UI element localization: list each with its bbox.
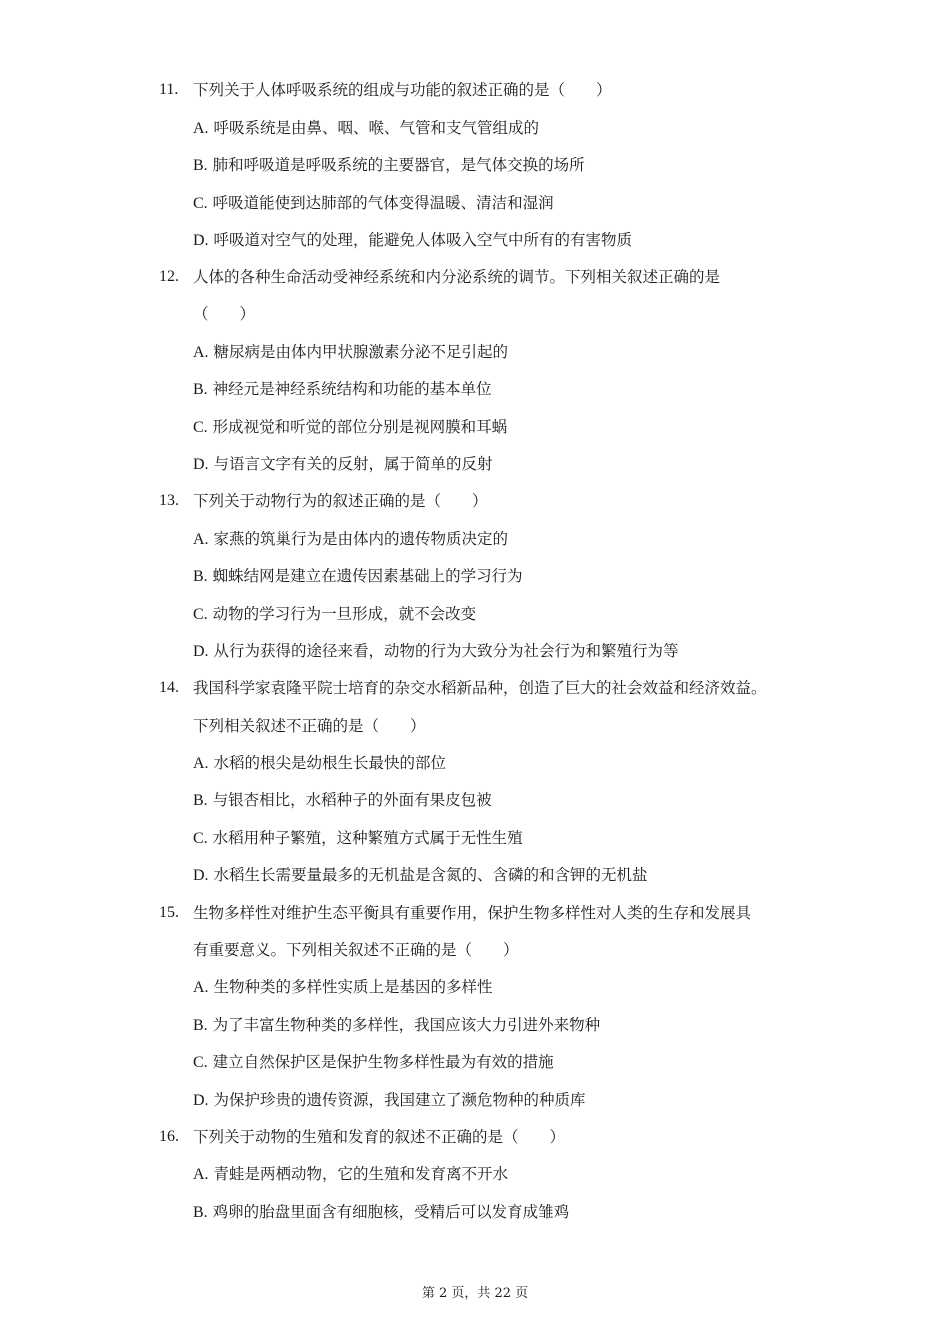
- option-letter: A.: [193, 1166, 209, 1183]
- page-footer: 第 2 页，共 22 页: [421, 1286, 529, 1301]
- option-letter: D.: [193, 232, 209, 249]
- option-text: 建立自然保护区是保护生物多样性最为有效的措施: [212, 1053, 554, 1071]
- option-d: [193, 454, 493, 475]
- option-text: 水稻用种子繁殖，这种繁殖方式属于无性生殖: [212, 829, 523, 847]
- option-c: [193, 604, 476, 625]
- option-b: [193, 379, 492, 400]
- option-text: 与语言文字有关的反射，属于简单的反射: [213, 455, 493, 473]
- question-stem-continuation: （ ）: [193, 305, 256, 323]
- question-stem: 人体的各种生命活动受神经系统和内分泌系统的调节。下列相关叙述正确的是: [193, 268, 721, 286]
- option-letter: B.: [193, 1204, 208, 1221]
- question-stem-continuation: 有重要意义。下列相关叙述不正确的是（ ）: [193, 941, 519, 959]
- option-letter: C.: [193, 195, 208, 212]
- option-text: 呼吸道对空气的处理，能避免人体吸入空气中所有的有害物质: [213, 231, 633, 249]
- option-a: [193, 529, 508, 550]
- option-d: [193, 1090, 586, 1111]
- option-text: 水稻的根尖是幼根生长最快的部位: [213, 754, 447, 772]
- question-number: 15.: [159, 904, 179, 921]
- option-text: 水稻生长需要量最多的无机盐是含氮的、含磷的和含钾的无机盐: [213, 866, 648, 884]
- question-number: 13.: [159, 492, 179, 509]
- option-letter: A.: [193, 120, 209, 137]
- option-c: [193, 417, 507, 438]
- question-number: 12.: [159, 268, 179, 285]
- option-d: [193, 230, 632, 251]
- option-letter: C.: [193, 419, 208, 436]
- option-text: 为保护珍贵的遗传资源，我国建立了濒危物种的种质库: [213, 1091, 586, 1109]
- option-text: 为了丰富生物种类的多样性，我国应该大力引进外来物种: [212, 1016, 601, 1034]
- option-b: [193, 155, 585, 176]
- option-c: [193, 1052, 554, 1073]
- option-letter: B.: [193, 381, 208, 398]
- option-letter: A.: [193, 531, 209, 548]
- option-text: 肺和呼吸道是呼吸系统的主要器官，是气体交换的场所: [212, 156, 585, 174]
- option-text: 呼吸系统是由鼻、咽、喉、气管和支气管组成的: [213, 119, 540, 137]
- option-d: [193, 865, 648, 886]
- option-letter: C.: [193, 1054, 208, 1071]
- option-text: 与银杏相比，水稻种子的外面有果皮包被: [212, 791, 492, 809]
- option-a: [193, 342, 508, 363]
- option-letter: C.: [193, 830, 208, 847]
- option-c: [193, 828, 523, 849]
- question-number: 14.: [159, 679, 179, 696]
- question-number: 16.: [159, 1128, 179, 1145]
- option-a: [193, 753, 446, 774]
- option-b: [193, 790, 492, 811]
- option-b: [193, 1015, 600, 1036]
- option-letter: D.: [193, 456, 209, 473]
- question-stem: 下列关于动物行为的叙述正确的是（ ）: [193, 492, 488, 510]
- option-letter: C.: [193, 606, 208, 623]
- option-text: 糖尿病是由体内甲状腺激素分泌不足引起的: [213, 343, 509, 361]
- option-text: 家燕的筑巢行为是由体内的遗传物质决定的: [213, 530, 509, 548]
- option-d: [193, 641, 679, 662]
- option-text: 动物的学习行为一旦形成，就不会改变: [212, 605, 477, 623]
- question-stem: 下列关于人体呼吸系统的组成与功能的叙述正确的是（ ）: [193, 81, 612, 99]
- option-letter: D.: [193, 867, 209, 884]
- option-letter: A.: [193, 344, 209, 361]
- option-letter: B.: [193, 792, 208, 809]
- option-c: [193, 193, 554, 214]
- option-letter: A.: [193, 755, 209, 772]
- option-letter: D.: [193, 1092, 209, 1109]
- option-letter: B.: [193, 157, 208, 174]
- option-text: 从行为获得的途径来看，动物的行为大致分为社会行为和繁殖行为等: [213, 642, 679, 660]
- option-text: 鸡卵的胎盘里面含有细胞核，受精后可以发育成雏鸡: [212, 1203, 570, 1221]
- option-letter: D.: [193, 643, 209, 660]
- question-number: 11.: [159, 81, 179, 98]
- option-b: [193, 566, 523, 587]
- question-stem: 我国科学家袁隆平院士培育的杂交水稻新品种，创造了巨大的社会效益和经济效益。: [193, 679, 767, 697]
- question-stem-continuation: 下列相关叙述不正确的是（ ）: [193, 717, 426, 735]
- option-a: [193, 118, 539, 139]
- option-a: [193, 1164, 508, 1185]
- option-text: 青蛙是两栖动物，它的生殖和发育离不开水: [213, 1165, 509, 1183]
- option-letter: A.: [193, 979, 209, 996]
- option-text: 生物种类的多样性实质上是基因的多样性: [213, 978, 493, 996]
- question-stem: 生物多样性对维护生态平衡具有重要作用，保护生物多样性对人类的生存和发展具: [193, 904, 752, 922]
- question-stem: 下列关于动物的生殖和发育的叙述不正确的是（ ）: [193, 1128, 566, 1146]
- option-text: 神经元是神经系统结构和功能的基本单位: [212, 380, 492, 398]
- option-a: [193, 977, 493, 998]
- option-b: [193, 1202, 569, 1223]
- option-text: 呼吸道能使到达肺部的气体变得温暖、清洁和湿润: [212, 194, 554, 212]
- option-letter: B.: [193, 568, 208, 585]
- option-text: 形成视觉和听觉的部位分别是视网膜和耳蜗: [212, 418, 508, 436]
- option-letter: B.: [193, 1017, 208, 1034]
- option-text: 蜘蛛结网是建立在遗传因素基础上的学习行为: [212, 567, 523, 585]
